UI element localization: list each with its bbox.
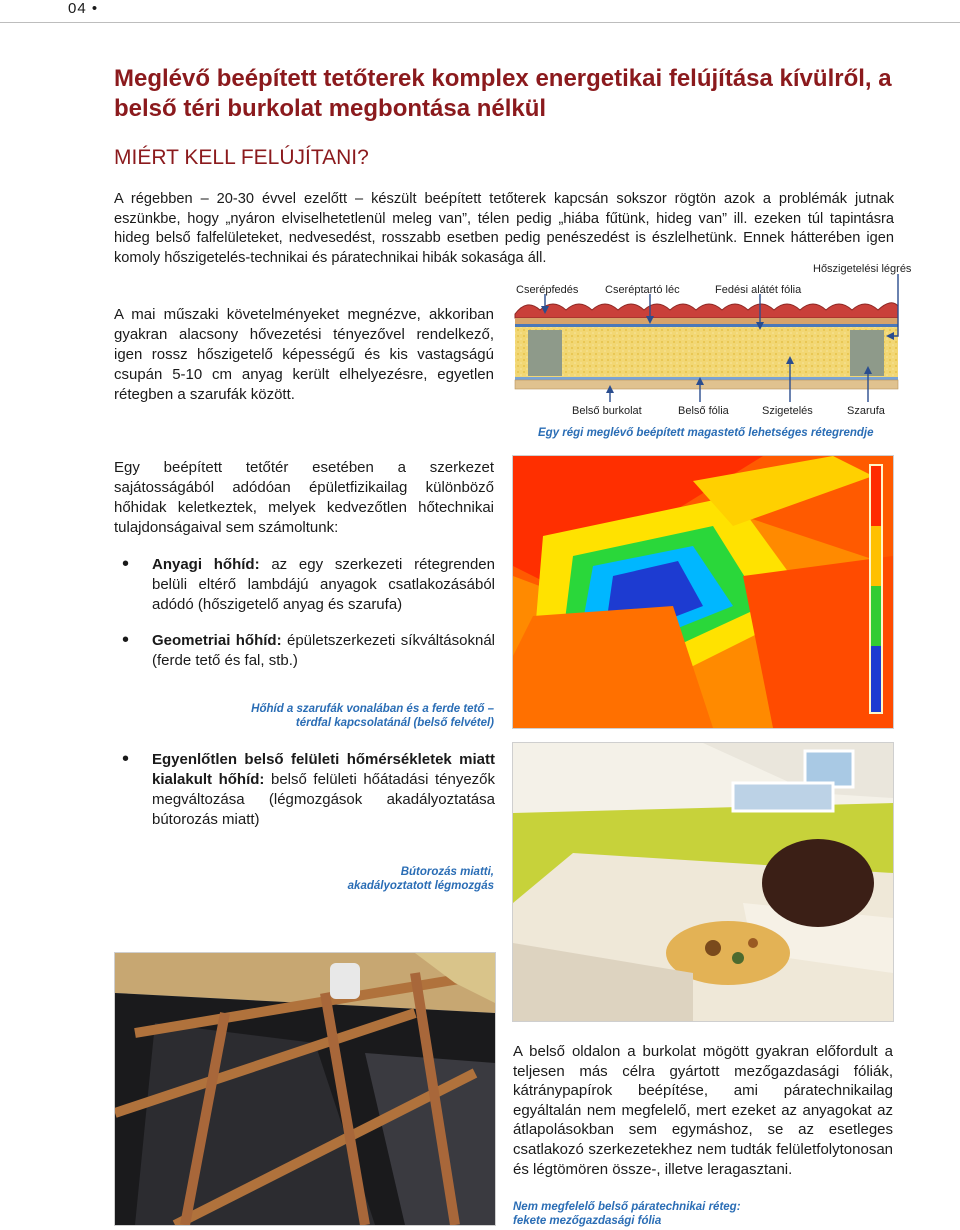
- page-number: 04 •: [68, 0, 99, 17]
- foil-caption-line-2: fekete mezőgazdasági fólia: [513, 1215, 662, 1227]
- label-battens: Cseréptartó léc: [605, 284, 680, 296]
- intro-paragraph: A régebben – 20-30 évvel ezelőtt – készült beépített tetőterek kapcsán sokszor rögtön azok a problémák jutnak eszünkbe, hogy „nyáron elviselhetetlenül meleg van”, télen pedig „hiába fűtünk, hideg van” ill. ezeken túl tapintásra hideg belső falfelületeket, nedvesedést, rosszabb esetben pedig penészedést is észlelhetünk. Ennek hátterében igen komoly hőszigetelés-technikai és páratechnikai hibák sokasága áll.: [114, 191, 894, 266]
- label-air-gap: Hőszigetelési légrés: [813, 263, 912, 275]
- bullet-text: belső felületi hőátadási tényezők megváltozása (légmozgások akadályoztatása bútorozás miatt): [152, 771, 496, 828]
- label-insulation: Szigetelés: [762, 405, 813, 417]
- label-underlay-foil: Fedési alátét fólia: [715, 284, 802, 296]
- list-item: [120, 555, 495, 615]
- bullet-text: épületszerkezeti síkváltásoknál (ferde tető és fal, stb.): [152, 632, 496, 669]
- diagram-caption: Egy régi meglévő beépített magastető lehetséges rétegrendje: [538, 427, 874, 439]
- right-paragraph-3: A belső oldalon a burkolat mögött gyakran előfordult a teljesen más célra gyártott mezőgazdasági fóliák, kátránypapírok beépítése, ami páratechnikailag egyáltalán nem megfelelő, mert ezeket az anyagokat az átlapolásokban sem egymáshoz, se az esetleges csatlakozó szerkezetekhez nem tudták felületfolytonosan és légtömören össze-, illetve leragasztani.: [513, 1043, 893, 1178]
- section-heading: MIÉRT KELL FELÚJÍTANI?: [114, 146, 369, 169]
- bullet-term: Anyagi hőhíd:: [152, 556, 260, 573]
- roof-tiles: [515, 303, 898, 318]
- bullet-term: Egyenlőtlen belső felületi hőmérsékletek miatt kialakult hőhíd:: [152, 751, 495, 788]
- attic-photo-svg: [115, 953, 495, 1225]
- list-item: [120, 631, 495, 671]
- bullet-term: Geometriai hőhíd:: [152, 632, 282, 649]
- furniture-caption-line-1: Bútorozás miatti,: [400, 866, 494, 878]
- thermal-image: [512, 455, 894, 729]
- roof-layer-diagram: [510, 262, 920, 442]
- thermal-caption: [200, 702, 494, 730]
- label-inner-foil: Belső fólia: [678, 405, 729, 417]
- heat-bridge-list: [120, 555, 495, 687]
- foil-caption-line-1: Nem megfelelő belső páratechnikai réteg:: [513, 1201, 741, 1213]
- furniture-caption-line-2: akadályoztatott légmozgás: [347, 880, 494, 892]
- label-rafter: Szarufa: [847, 405, 885, 417]
- page-title: Meglévő beépített tetőterek komplex energetikai felújítása kívülről, a belső téri burkolat megbontása nélkül: [114, 65, 892, 122]
- attic-foil-photo: [114, 952, 496, 1226]
- list-item: [120, 750, 495, 830]
- foil-caption: [513, 1200, 893, 1228]
- label-tiles: Cserépfedés: [516, 284, 579, 296]
- left-paragraph-2: Egy beépített tetőtér esetében a szerkezet sajátosságából adódóan épületfizikailag különböző hőhidak keletkeztek, melyek kedvezőtlen hőtechnikai tulajdonságaival sem számoltunk:: [114, 459, 494, 536]
- thermal-image-svg: [513, 456, 893, 728]
- left-paragraph-1: A mai műszaki követelményeket megnézve, akkoriban gyakran alacsony hővezetési tényezővel rendelkező, igen rossz hőszigetelő képességű és kis vastagságú csupán 5-10 cm anyag került elhelyezésre, egyetlen rétegben a szarufák között.: [114, 306, 494, 403]
- furniture-caption: [300, 865, 494, 893]
- room-photo-svg: [513, 743, 893, 1021]
- thermal-caption-line-1: Hőhíd a szarufák vonalában és a ferde tető –: [251, 703, 494, 715]
- room-photo: [512, 742, 894, 1022]
- thermal-caption-line-2: térdfal kapcsolatánál (belső felvétel): [295, 717, 494, 729]
- label-inner-cladding: Belső burkolat: [572, 405, 642, 417]
- uneven-temperature-list: [120, 750, 495, 830]
- header-rule: [0, 22, 960, 23]
- bullet-text: az egy szerkezeti rétegrenden belüli eltérő lambdájú anyagok csatlakozásából adódó (hőszigetelő anyag és szarufa): [152, 556, 495, 613]
